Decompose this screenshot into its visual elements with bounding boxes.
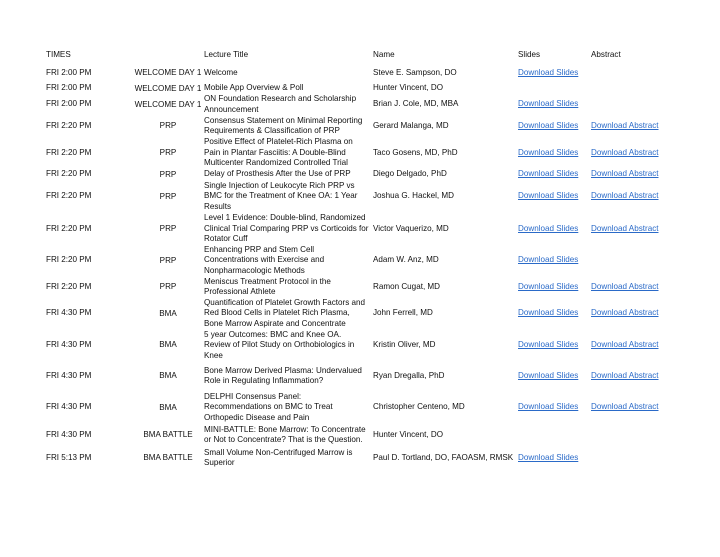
download-abstract-link[interactable]: Download Abstract bbox=[591, 169, 659, 179]
download-abstract-link[interactable]: Download Abstract bbox=[591, 223, 659, 233]
download-slides-link[interactable]: Download Slides bbox=[518, 67, 579, 77]
cell-abstract bbox=[591, 180, 686, 213]
table-row bbox=[46, 63, 686, 83]
row-lecture-title: Small Volume Non-Centrifuged Marrow is Superior bbox=[204, 447, 353, 467]
cell-abstract bbox=[591, 137, 686, 169]
row-lecture-title: Quantification of Platelet Growth Factors and Red Blood Cells in Platelet Rich Plasma, Bone Marrow Aspirate and Concentrate bbox=[204, 297, 366, 328]
table-row bbox=[46, 213, 686, 245]
cell-slides bbox=[518, 180, 591, 213]
cell-abstract bbox=[591, 169, 686, 180]
cell-abstract bbox=[591, 63, 686, 83]
table-row bbox=[46, 115, 686, 137]
download-slides-link[interactable]: Download Slides bbox=[518, 255, 579, 265]
cell-slides bbox=[518, 213, 591, 245]
cell-slides bbox=[518, 277, 591, 298]
row-lecture-title: Positive Effect of Platelet-Rich Plasma on Pain in Plantar Fasciitis: A Double-Blind Multicenter Randomized Controlled Trial bbox=[204, 137, 353, 168]
row-speaker-name: Taco Gosens, MD, PhD bbox=[373, 147, 458, 157]
row-time: FRI 4:30 PM bbox=[46, 308, 92, 318]
download-abstract-link[interactable]: Download Abstract bbox=[591, 370, 659, 380]
download-slides-link[interactable]: Download Slides bbox=[518, 169, 579, 179]
cell-abstract bbox=[591, 245, 686, 277]
cell-slides bbox=[518, 446, 591, 470]
download-abstract-link[interactable]: Download Abstract bbox=[591, 340, 659, 349]
row-time: FRI 2:20 PM bbox=[46, 147, 92, 157]
cell-abstract bbox=[591, 361, 686, 391]
download-slides-link[interactable]: Download Slides bbox=[518, 223, 579, 233]
download-abstract-link[interactable]: Download Abstract bbox=[591, 281, 659, 291]
table-row bbox=[46, 137, 686, 169]
row-speaker-name: Hunter Vincent, DO bbox=[373, 83, 444, 93]
header-session bbox=[132, 48, 204, 63]
row-speaker-name: Joshua G. Hackel, MD bbox=[373, 191, 454, 201]
row-lecture-title: Enhancing PRP and Stem Cell Concentrations with Exercise and Nonpharmacologic Methods bbox=[204, 244, 325, 275]
table-row bbox=[46, 169, 686, 180]
row-time: FRI 2:00 PM bbox=[46, 67, 92, 77]
row-time: FRI 2:20 PM bbox=[46, 191, 92, 201]
cell-slides bbox=[518, 298, 591, 330]
table-row bbox=[46, 446, 686, 470]
download-slides-link[interactable]: Download Slides bbox=[518, 452, 579, 462]
table-row bbox=[46, 330, 686, 362]
download-slides-link[interactable]: Download Slides bbox=[518, 281, 579, 291]
row-time: FRI 2:00 PM bbox=[46, 83, 92, 93]
cell-abstract bbox=[591, 298, 686, 330]
row-lecture-title: Delay of Prosthesis After the Use of PRP bbox=[204, 169, 351, 179]
download-slides-link[interactable]: Download Slides bbox=[518, 370, 579, 380]
row-lecture-title: MINI-BATTLE: Bone Marrow: To Concentrate or Not to Concentrate? That is the Question. bbox=[204, 424, 366, 444]
row-session: PRP bbox=[159, 148, 177, 157]
download-abstract-link[interactable]: Download Abstract bbox=[591, 147, 659, 157]
row-lecture-title: Consensus Statement on Minimal Reporting Requirements & Classification of PRP bbox=[204, 115, 363, 135]
row-speaker-name: John Ferrell, MD bbox=[373, 308, 433, 318]
row-time: FRI 2:20 PM bbox=[46, 223, 92, 233]
row-session: WELCOME DAY 1 bbox=[134, 99, 202, 109]
row-session: PRP bbox=[159, 121, 177, 130]
row-time: FRI 2:20 PM bbox=[46, 120, 92, 130]
cell-slides bbox=[518, 361, 591, 391]
row-lecture-title: Welcome bbox=[204, 67, 238, 77]
download-slides-link[interactable]: Download Slides bbox=[518, 120, 579, 130]
header-slides: Slides bbox=[518, 50, 541, 60]
row-time: FRI 5:13 PM bbox=[46, 452, 92, 462]
schedule-body bbox=[46, 63, 686, 470]
row-lecture-title: Bone Marrow Derived Plasma: Undervalued Role in Regulating Inflammation? bbox=[204, 365, 362, 385]
download-abstract-link[interactable]: Download Abstract bbox=[591, 120, 659, 130]
row-speaker-name: Diego Delgado, PhD bbox=[373, 169, 447, 179]
cell-slides bbox=[518, 169, 591, 180]
cell-abstract bbox=[591, 213, 686, 245]
row-session: BMA BATTLE bbox=[143, 430, 193, 439]
row-time: FRI 2:20 PM bbox=[46, 281, 92, 291]
row-lecture-title: Meniscus Treatment Protocol in the Professional Athlete bbox=[204, 276, 331, 296]
row-lecture-title: Level 1 Evidence: Double-blind, Randomized Clinical Trial Comparing PRP vs Corticoids for Rotator Cuff bbox=[204, 213, 369, 243]
cell-slides bbox=[518, 83, 591, 94]
row-session: PRP bbox=[159, 255, 177, 265]
download-abstract-link[interactable]: Download Abstract bbox=[591, 191, 659, 201]
row-lecture-title: Mobile App Overview & Poll bbox=[204, 83, 304, 93]
header-name: Name bbox=[373, 50, 395, 60]
row-lecture-title: 5 year Outcomes: BMC and Knee OA. Review of Pilot Study on Orthobiologics in Knee bbox=[204, 329, 355, 360]
cell-abstract bbox=[591, 391, 686, 424]
row-session: WELCOME DAY 1 bbox=[134, 68, 202, 77]
table-row bbox=[46, 424, 686, 446]
row-speaker-name: Christopher Centeno, MD bbox=[373, 402, 465, 412]
row-speaker-name: Kristin Oliver, MD bbox=[373, 340, 436, 349]
row-session: PRP bbox=[159, 191, 177, 201]
cell-abstract bbox=[591, 446, 686, 470]
cell-abstract bbox=[591, 94, 686, 115]
table-row bbox=[46, 180, 686, 213]
cell-abstract bbox=[591, 330, 686, 362]
row-speaker-name: Ramon Cugat, MD bbox=[373, 281, 441, 291]
row-lecture-title: DELPHI Consensus Panel: Recommendations on BMC to Treat Orthopedic Disease and Pain bbox=[204, 391, 333, 422]
table-row bbox=[46, 277, 686, 298]
header-row bbox=[46, 48, 686, 63]
row-session: BMA bbox=[159, 340, 177, 350]
row-time: FRI 4:30 PM bbox=[46, 429, 92, 439]
cell-abstract bbox=[591, 277, 686, 298]
download-slides-link[interactable]: Download Slides bbox=[518, 308, 579, 318]
header-title: Lecture Title bbox=[204, 50, 249, 60]
table-row bbox=[46, 83, 686, 94]
cell-slides bbox=[518, 115, 591, 137]
row-speaker-name: Brian J. Cole, MD, MBA bbox=[373, 99, 459, 109]
download-abstract-link[interactable]: Download Abstract bbox=[591, 402, 659, 412]
row-session: PRP bbox=[159, 282, 177, 291]
cell-slides bbox=[518, 94, 591, 115]
header-times: TIMES bbox=[46, 50, 71, 60]
cell-slides bbox=[518, 330, 591, 362]
row-speaker-name: Paul D. Tortland, DO, FAOASM, RMSK bbox=[373, 452, 514, 462]
cell-abstract bbox=[591, 424, 686, 446]
cell-slides bbox=[518, 245, 591, 277]
download-slides-link[interactable]: Download Slides bbox=[518, 340, 579, 349]
table-row bbox=[46, 298, 686, 330]
schedule-table bbox=[46, 48, 686, 470]
cell-slides bbox=[518, 137, 591, 169]
row-time: FRI 4:30 PM bbox=[46, 402, 92, 412]
cell-slides bbox=[518, 63, 591, 83]
row-time: FRI 2:20 PM bbox=[46, 169, 92, 179]
cell-abstract bbox=[591, 83, 686, 94]
row-speaker-name: Hunter Vincent, DO bbox=[373, 429, 444, 439]
row-speaker-name: Gerard Malanga, MD bbox=[373, 120, 449, 130]
row-time: FRI 2:00 PM bbox=[46, 99, 92, 109]
row-session: BMA BATTLE bbox=[143, 453, 193, 462]
row-speaker-name: Ryan Dregalla, PhD bbox=[373, 370, 445, 380]
download-abstract-link[interactable]: Download Abstract bbox=[591, 308, 659, 318]
row-speaker-name: Steve E. Sampson, DO bbox=[373, 67, 457, 77]
download-slides-link[interactable]: Download Slides bbox=[518, 402, 579, 412]
table-row bbox=[46, 94, 686, 115]
row-time: FRI 4:30 PM bbox=[46, 370, 92, 380]
row-session: PRP bbox=[159, 223, 177, 233]
download-slides-link[interactable]: Download Slides bbox=[518, 147, 579, 157]
row-session: BMA bbox=[159, 402, 177, 412]
cell-slides bbox=[518, 391, 591, 424]
row-session: PRP bbox=[159, 169, 177, 179]
row-lecture-title: ON Foundation Research and Scholarship Announcement bbox=[204, 94, 357, 114]
row-session: BMA bbox=[159, 371, 177, 380]
table-row bbox=[46, 361, 686, 391]
table-row bbox=[46, 245, 686, 277]
row-speaker-name: Victor Vaquerizo, MD bbox=[373, 223, 449, 233]
row-time: FRI 2:20 PM bbox=[46, 255, 92, 265]
row-speaker-name: Adam W. Anz, MD bbox=[373, 255, 439, 265]
row-session: WELCOME DAY 1 bbox=[134, 83, 202, 93]
cell-abstract bbox=[591, 115, 686, 137]
row-session: BMA bbox=[159, 308, 177, 318]
table-row bbox=[46, 391, 686, 424]
cell-slides bbox=[518, 424, 591, 446]
row-time: FRI 4:30 PM bbox=[46, 340, 92, 349]
download-slides-link[interactable]: Download Slides bbox=[518, 191, 579, 201]
download-slides-link[interactable]: Download Slides bbox=[518, 99, 579, 109]
row-lecture-title: Single Injection of Leukocyte Rich PRP vs BMC for the Treatment of Knee OA: 1 Year Results bbox=[204, 180, 358, 211]
header-abstract: Abstract bbox=[591, 50, 621, 60]
